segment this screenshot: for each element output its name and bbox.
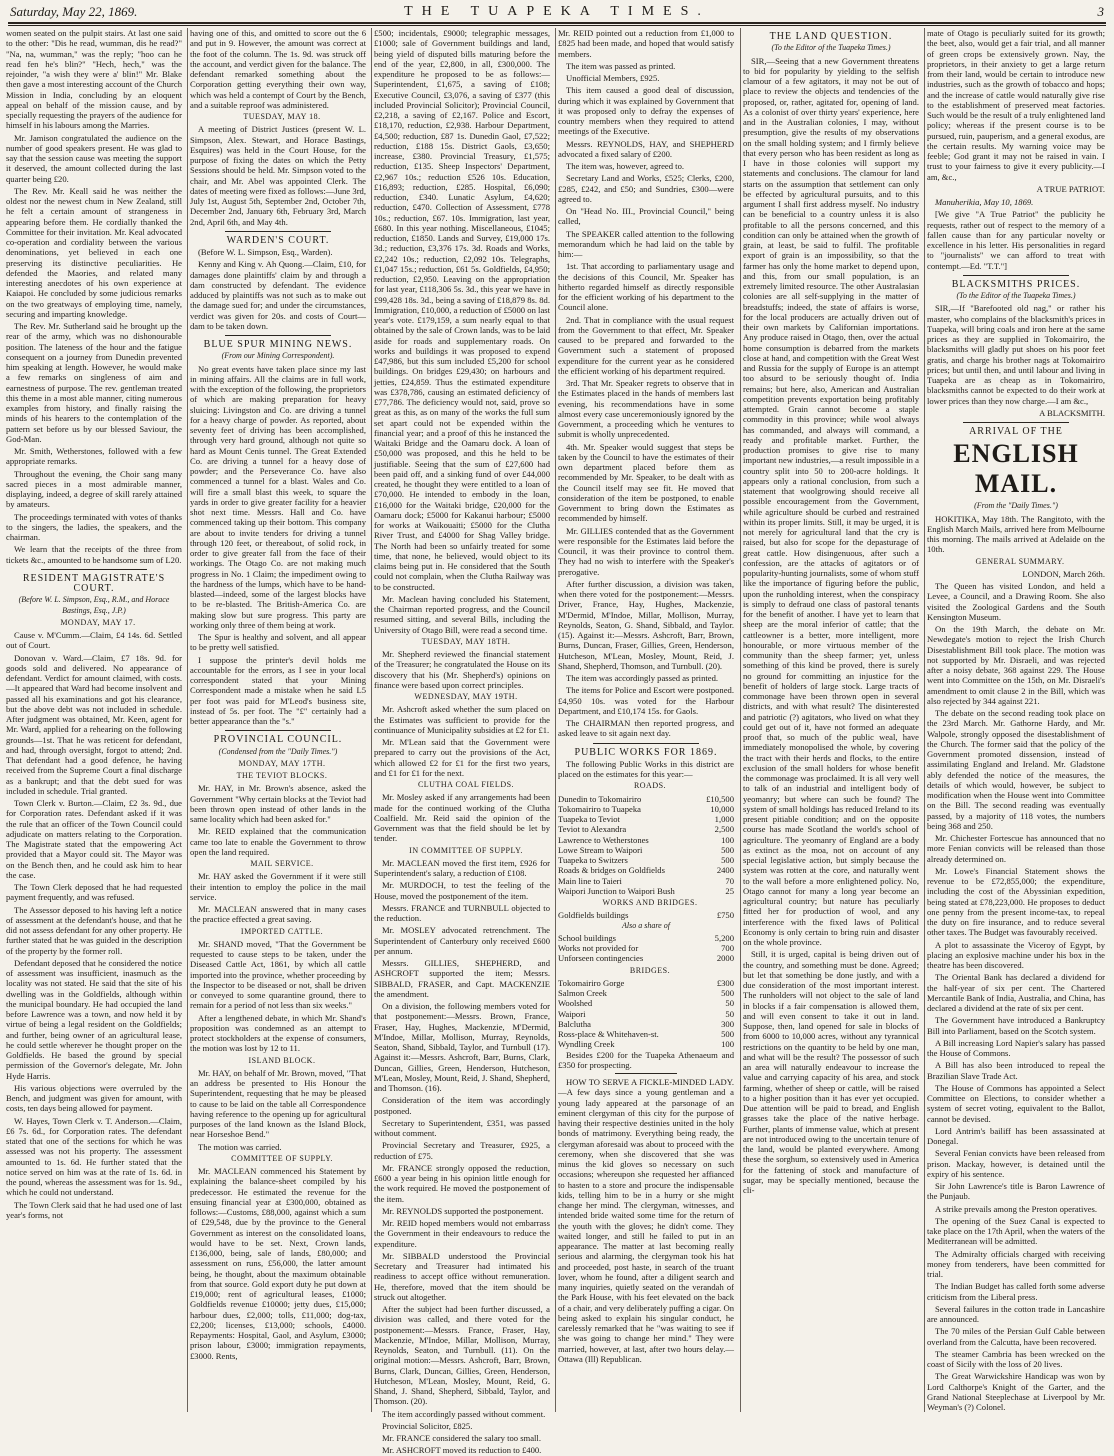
article-paragraph: Mr. MACLEAN moved the first item, £926 for Superintendent's salary, a reduction of £108. bbox=[374, 857, 550, 878]
article-paragraph: Sir John Lawrence's title is Baron Lawrence of the Punjaub. bbox=[927, 1181, 1105, 1202]
article-paragraph: Still, it is urged, capital is being driven out of the country, and something must be done. Agreed; but let that something be done justly, and with a due consideration of the most important interest. The runholders will not object to the sale of land in blocks if a fair compensation is allowed them, and will even consent to take it out in land. Suppose, then, land opened for sale in blocks of from 6000 to 10,000 acres, without any tyrannical restrictions on the quantity to be held by one man, and what will be the result? The possessor of such an area will naturally endeavour to increase the value and carrying capacity of his area, and stock farming, whether of sheep or cattle, will be raised to a higher position than it has ever yet occupied. Due attention will be paid to bread, and English grasses take the place of the native herbage. Further, plants of immense value, which at present are not introduced owing to the uncertain tenure of the land, would be planted everywhere. Among these the sorghum, so extensively used in America for the fattening of stock and manufacture of sugar, may be specially mentioned, because the cli- bbox=[743, 949, 919, 1195]
article-paragraph: A plot to assassinate the Viceroy of Egypt, by placing an explosive machine under his box in the theatre has been discovered. bbox=[927, 939, 1105, 970]
table-cell: 2,500 bbox=[714, 824, 734, 835]
article-paragraph: This item caused a good deal of discussion, during which it was explained by Government that it was proposed only to defray the expenses of country members when they required to attend meetings of the Executive. bbox=[558, 85, 734, 137]
editor-note: [We give "A True Patriot" the publicity he requests, rather out of respect to the memory of a fallen cause than for any particular novelty or excellence in his letter. His personalities in regard to "journalists" we can afford to treat with contempt.—Ed. "T.T."] bbox=[927, 209, 1105, 271]
table-cell: Roads & bridges on Goldfields bbox=[558, 865, 665, 876]
article-paragraph: The item accordingly passed without comment. bbox=[382, 1408, 546, 1419]
table-cell: 2400 bbox=[716, 865, 734, 876]
table-row bbox=[558, 794, 734, 804]
article-paragraph: Mr. Jamison congratulated the audience on the number of good speakers present. He was glad to say that the session cause was meeting the support it deserved, the amount collected during the last quarter being £20. bbox=[6, 132, 182, 184]
column-3 bbox=[374, 28, 550, 1456]
column-4 bbox=[558, 28, 734, 1412]
article-paragraph: Mr. REYNOLDS supported the postponement. bbox=[382, 1205, 544, 1216]
newspaper-title: THE TUAPEKA TIMES. bbox=[404, 4, 710, 19]
share-table bbox=[558, 933, 734, 964]
article-paragraph: Mr. SHAND moved, "That the Government be requested to cause steps to be taken, under the Diseased Cattle Act, 1861, by which all cattle imported into the province, whether proceeding by the Inspector to be diseased or not, shall be driven or conveyed to some quarantine ground, there to remain for a period of not less than six weeks." bbox=[190, 938, 366, 1011]
article-paragraph: The House of Commons has appointed a Select Committee on Elections, to consider whether a system of secret voting, equivalent to the Ballot, cannot be devised. bbox=[927, 1082, 1105, 1124]
table-cell: 2000 bbox=[716, 953, 734, 964]
table-cell: 500 bbox=[721, 988, 734, 998]
article-paragraph: The Indian Budget has called forth some adverse criticism from the Liberal press. bbox=[927, 1281, 1105, 1302]
article-paragraph: The Rev. Mr. Keall said he was neither the oldest nor the newest chum in New Zealand, still he felt a certain amount of strangeness in appearing before them. He cordially thanked the Committee for their invitation. Mr. Keal advocated co-operation and cordiality between the various denominations, yet believed in each one preserving its distinctive peculiarities. He defended the Maories, and related many interesting anecdotes of his own experience at Kaiapoi. He concluded by some judicious remarks on the two greatways of employing time, namely, securing and imparting knowledge. bbox=[6, 185, 182, 319]
article-paragraph: A meeting of District Justices (present W. L. Simpson, Alex. Stewart, and Horace Bastings, Esquires) was held in the Court House, for the purpose of fixing the dates on which the Petty Sessions should be held. Mr. Simpson voted to the chair, and Mr. Abel was appointed Clerk. The dates of meeting were fixed as follows:—June 3rd, July 1st, August 5th, September 2nd, October 7th, December 2nd, January 6th, February 3rd, March 2nd, April 6th, and May 4th. bbox=[190, 124, 366, 227]
article-paragraph: The item was passed as printed. bbox=[566, 60, 676, 71]
article-paragraph: After the subject had been further discussed, a division was called, and there voted for the postponement:—Messrs. France, Fraser, Hay, Mackenzie, M'Indoe, Millar, Mollison, Murray, Reynolds, Seaton, and Turnbull. (11). On the original motion:—Messrs. Ashcroft, Barr, Brown, Burns, Clark, Duncan, Gillies, Green, Henderson, Hutcheson, M'Lean, Mosley, Mount, Reid, G. Shand, J. Shand, Shepherd, Sibbald, Taylor, and Thomson. (20). bbox=[374, 1304, 550, 1407]
article-paragraph: Mr. Lowe's Financial Statement shows the revenue to be £72,855,000; the expenditure, including the cost of the Abyssinian expedition, being stated at £78,223,000. He proposes to deduct one penny from the present income-tax, to repeal the duty on fire insurance, and to reduce several other taxes. The Budget was favourably received. bbox=[927, 865, 1105, 938]
table-cell: 50 bbox=[725, 998, 734, 1009]
article-paragraph: The Rev. Mr. Sutherland said he brought up the rear of the army, which was no dishonourable position. The lateness of the hour and the fatigue consequent on a journey from Dunedin prevented him speaking at length. However, he would make a few remarks on singleness of aim and earnestness of purpose. The rev. gentleman treated this theme in a most able manner, citing numerous examples from history, and finally raising the minds of his hearers to the contemplation of the pattern set before us by our blessed Saviour, the God-Man. bbox=[6, 321, 182, 444]
article-paragraph: A Bill has also been introduced to repeal the Brazilian Slave Trade Act. bbox=[927, 1060, 1105, 1081]
table-cell: Tokomairiro to Tuapeka bbox=[558, 803, 641, 814]
article-paragraph: Messrs. FRANCE and TURNBULL objected to the reduction. bbox=[374, 902, 550, 923]
article-paragraph: Town Clerk v. Burton.—Claim, £2 3s. 9d., due for Corporation rates. Defendant asked if it was the rule that an officer of the Town Council could adjudicate on matters relating to the Corporation. The Magistrate stated that the empowering Act provided that a Mayor could sit. The Mayor was on the Bench then, and he could ask him to hear the case. bbox=[6, 798, 182, 880]
article-paragraph: The Oriental Bank has declared a dividend for the half-year of six per cent. The Chartered Mercantile Bank of India, Australia, and China, has declared a dividend at the rate of six per cent. bbox=[927, 972, 1105, 1013]
article-paragraph: Unofficial Members, £925. bbox=[566, 73, 660, 83]
table-row bbox=[558, 886, 734, 896]
article-paragraph: The Government have introduced a Bankruptcy Bill into Parliament, based on the Scotch system. bbox=[927, 1015, 1105, 1036]
article-paragraph: 2nd. That in compliance with the usual request from the Government to that effect, Mr. Speaker caused to be prepared and forwarded to the Government such a statement of proposed expenditure for the current year as he considered the efficient working of his department required. bbox=[558, 314, 734, 376]
article-paragraph: Mr. MOSLEY advocated retrenchment. The Superintendent of Canterbury only received £600 per annum. bbox=[374, 925, 550, 956]
article-paragraph: Mr. FRANCE considered the salary too small. bbox=[382, 1433, 541, 1443]
article-paragraph: Mr. HAY asked the Government if it were still their intention to employ the police in the mail service. bbox=[190, 871, 366, 902]
table-cell: 50 bbox=[725, 1008, 734, 1019]
table-cell: 10,000 bbox=[710, 803, 734, 814]
section-subheading: (To the Editor of the Tuapeka Times.) bbox=[771, 43, 891, 53]
article-paragraph: The item was accordingly passed as printed. bbox=[566, 673, 719, 683]
table-cell: Goldfields buildings bbox=[558, 910, 629, 921]
table-row bbox=[558, 804, 734, 814]
article-paragraph: mate of Otago is peculiarly suited for its growth; the beet, also, would get a fair trial, and all manner of green crops be extensively grown. Nay, the proprietors, in their anxiety to get a large return from their land, would be certain to introduce new industries, such as the growth of tobacco and hops; and the increase of cattle would naturally give rise to the establishment of preserved meat factories. Such would be the result of a truly enlightened land policy; whereas if the present course is to be pursued, ruin, pauperism, and a general exodus, are the certain results. My warning voice may be feeble; God grant it may not be raised in vain. I trust to your fairness to give it every publicity.—I am, &c., bbox=[927, 28, 1105, 182]
table-cell: 1,000 bbox=[714, 814, 734, 824]
table-cell: Lowe Stream to Waipori bbox=[558, 844, 643, 855]
table-row bbox=[558, 814, 734, 824]
article-paragraph: The items for Police and Escort were postponed. £4,950 10s. was voted for the Harbour Department, and £10,174 15s. for Gaols. bbox=[558, 685, 734, 716]
article-paragraph: After further discussion, a division was taken, when there voted for the postponement:—Messrs. Driver, France, Hay, Hughes, Mackenzie, M'Dermid, M'Indoe, Millar, Mollison, Murray, Reynolds, Seaton, G. Shand, Sibbald, and Taylor. (15). Against it:—Messrs. Ashcroft, Barr, Brown, Burns, Duncan, Fraser, Gillies, Green, Henderson, Hutcheson, M'Lean, Mosley, Mount, Reid, J. Shand, Shepherd, Thomson, and Turnbull. (20). bbox=[558, 578, 734, 671]
subsection-heading: WORKS AND BRIDGES. bbox=[602, 898, 698, 907]
article-paragraph: The opening of the Suez Canal is expected to take place on the 17th April, when the waters of the Mediterranean will be admitted. bbox=[927, 1215, 1105, 1247]
article-paragraph: Mr. MACLEAN commenced his Statement by explaining the balance-sheet compiled by his predecessor. He estimated the revenue for the ensuing financial year at £300,000, obtained as follows:—Customs, £88,000, against which a sum of £29,548, due by the province to the General Government as interest on the consolidated loans, would have to be set. Next, Crown lands, £136,000, being, sale of lands, £80,000; and assessment on runs, £56,000, the latter amount being, he thought, about the maximum obtainable from that source. Gold export duty he put down at £19,000; rent of agricultural leases, £1000; Goldfields revenue £10000; jetty dues, £15,000; harbour dues, £2,000; tolls, £11,000; dog-tax, £2,200; licenses, £13,000; schools, £4000. Repayments: Hospital, Gaol, and Asylum, £3000; prison labour, £3000; immigration repayments, £3000. Rents, bbox=[190, 1166, 366, 1361]
table-row bbox=[558, 1009, 734, 1019]
section-heading: BLACKSMITHS PRICES. bbox=[951, 278, 1081, 290]
letter-signature: A BLACKSMITH. bbox=[1039, 407, 1105, 418]
table-cell: 70 bbox=[725, 875, 734, 886]
article-paragraph: The item was, however, agreed to. bbox=[566, 161, 685, 171]
article-paragraph: Mr. GILLIES contended that as the Government were responsible for the Estimates laid before the Council, it was their province to control them. They had no wish to interfere with the Speaker's prerogative. bbox=[558, 525, 734, 577]
article-paragraph: A Bill increasing Lord Napier's salary has passed the House of Commons. bbox=[927, 1037, 1105, 1058]
article-paragraph: Defendant deposed that he considered the notice of assessment was insufficient, inasmuch as the locality was not stated. He said that the site of his dwelling was in the Goldfields, although within the municipal boundary. He had occupied the land before Lawrence was a town, and now held it by virtue of being a legal resident on the Goldfields; and further, being owner of an agricultural lease, he could settle wherever he thought proper on the Goldfields. He based the ground by special permission of the Governor's delegate, Mr. John Hyde Harris. bbox=[6, 957, 182, 1081]
table-cell: 500 bbox=[721, 855, 734, 865]
section-subheading: (Before W. L. Simpson, Esq., R.M., and Horace Bastings, Esq., J.P.) bbox=[18, 595, 170, 615]
subsection-heading: GENERAL SUMMARY. bbox=[975, 556, 1065, 566]
table-cell: 25 bbox=[725, 885, 734, 896]
section-heading: WARDEN'S COURT. bbox=[226, 234, 330, 246]
article-paragraph: The Spur is healthy and solvent, and all appear to be pretty well satisfied. bbox=[190, 632, 366, 653]
roads-table bbox=[558, 794, 734, 897]
article-paragraph: Mr. Chichester Fortescue has announced that no more Fenian convicts will be released than those already determined on. bbox=[927, 833, 1105, 864]
page-number: 3 bbox=[1097, 4, 1104, 19]
article-paragraph: Mr. Shepherd reviewed the financial statement of the Treasurer; he congratulated the House on its discovery that his (Mr. Shepherd's) opinions on finance were based upon correct principles. bbox=[374, 649, 550, 690]
article-paragraph: £500; incidentals, £9000; telegraphic messages, £1000; sale of Government buildings and land, being yield of disputed bills maturing before the end of the year, £2,800, in all, £300,000. The expenditure he proposed to be as follows:—Superintendent, £1,675, a saving of £108; Executive Council, £3,076, a saving of £377 (this included Provincial Solicitor); Provincial Council, £2,218, a saving of £2,167. Police and Escort, £18,170, reduction, £2,938. Harbour Department, £4,500; reduction, £87 1s. Dunedin Gaol, £7,522; reduction, £188 15s. District Gaols, £3,650; increase, £380. Provincial Treasury, £1,575; reduction, £135. Sheep Inspectors' Department, £2,967 10s.; reduction £526 10s. Education, £16,893; reduction, £285. Hospital, £6,090; reduction, £340. Lunatic Asylum, £4,620; reduction, £470. Collection of Assessment, £778 10s.; reduction, £67. 10s. Immigration, last year, £680. In this year nothing. Miscellaneous, £1045; reduction, £1850. Lands and Survey, £19,000 17s. 3d.; reduction, £3,376 17s. 3d. Roads and Works, £2,242 10s.; reduction, £2,092 10s. Telegraphs, £1,047 15s.; reduction, £61 5s. Goldfields, £4,950; reduction, £2,950. Leaving on the appropriation for last year, £118,306 5s. 3d., this year we have in £99,428 18s. 3d., being a saving of £18,879 8s. 8d. Immigration, £10,000, a reduction of £5000 on last year's vote. £179,159, a sum nearly equal to that obtained by the sale of Crown lands, was to be laid aside for roads and supplementary roads. On works and buildings it was proposed to expend £47,986, but this sum included £5,200 for school buildings. On bridges £29,430; on harbours and jetties, £24,859. Thus the estimated expenditure was £378,786, causing an estimated deficiency of £77,786. The deficiency would not, said, prove so great as this, as on many of the works the full sum set apart could not be expended within the financial year; and a proof of this he instanced the Waitaki Bridge and the Oamaru dock. A loan of £50,000 was proposed, and this he held to be justifiable. Seeing that the sum of £27,600 had been paid off, and a sinking fund of over £44,000 created, he thought they were entitled to a loan of £70,000. He intended to embody in the loan, £16,000 for the Waitaki bridge, £20,000 for the Oamaru dock; £5000 for Kakanui harbour; £5000 for works at Waikouaiti; £5000 for the Clutha River Trust, and £4000 for Shag Valley bridge. The North had been so unfairly treated for some time, that none, he believed, would object to its claims being put in. He considered that the South could not complain, when the Clutha Railway was to be constructed. bbox=[374, 28, 550, 592]
subsection-heading: BRIDGES. bbox=[629, 965, 671, 975]
article-paragraph: having one of this, and omitted to score out the 6 and put in 9. However, the amount was correct at the foot of the column. The 1s. 9d. was struck off the account, and verdict given for the balance. The defendant remarked something about the Corporation getting everything their own way, which was held a contempt of Court by the Bench, and a suitable reproof was administered. bbox=[190, 28, 366, 110]
table-cell: Waipori Junction to Waipori Bush bbox=[558, 885, 675, 896]
table-cell: 100 bbox=[721, 1039, 734, 1050]
article-paragraph: Lord Antrim's bailiff has been assassinated at Donegal. bbox=[927, 1125, 1105, 1146]
works-table bbox=[558, 910, 734, 920]
table-row bbox=[558, 824, 734, 834]
table-row bbox=[558, 1029, 734, 1039]
article-paragraph: Donovan v. Ward.—Claim, £7 18s. 9d. for goods sold and delivered. No appearance of defendant. Verdict for amount claimed, with costs.—It appeared that Ward had become insolvent and passed all his examinations and got his clearance, but the above debt was not included in schedule. After judgment was obtained, Mr. Keen, agent for Mr. Ward, applied for a rehearing on the following grounds—1st. That he was reticent for defendant, and had, through oversight, forgot to attend; 2nd. That defendant had a good defence, he having received from the Supreme Court a final discharge as a bankrupt; and that the debt sued for was included in schedule. Trial granted. bbox=[6, 652, 182, 796]
article-paragraph: SIR,—Seeing that a new Government threatens to bid for popularity by yielding to the selfish clamour of a few agitators, it may not be out of place to review the objects and tendencies of the proposed, or, rather, agitated for, opening of land. As a colonist of over thirty years' experience, here and in the Australian colonies, I may, without presumption, give the results of my observations on the small holding system; and I firmly believe that every person who has been resident as long as I have in those colonies will support my statements and conclusions. The clamour for land starts on the assumption that settlement can only be effected by agricultural pursuits, and to this argument I shall first address myself. No industry can be beneficial to a country unless it is also profitable to all the persons concerned, and this condition can only be attained when the growth of grain, at least, be said to fulfil. The profitable export of grain is an impossibility, so that the farmer has only the home market to depend upon, and this, from our small population, is an extremely limited resource. The other Australasian colonies are all self-supplying in the matter of breadstuffs; indeed, the state of affairs is worse, for the local producers are actually driven out of their own markets by Californian importations. Any produce raised in Otago, then, over the actual home consumption is debarred from the markets close at hand, and competition with the Great West and Russia for the supply of Europe is an attempt too absurd to be seriously thought of. India remains; but here, also, American and Australian competition prevents exportation being profitably attempted. Grain cannot become a staple commodity in this province; while wool always has commanded, and always will command, a ready and profitable market. Further, the production promises to give rise to many important new industries,—a result impossible in a country split into 50 to 200-acre holdings. It appears only a rational conclusion, from such a statement that woolgrowing should receive all possible encouragement from the Government, while agriculture should be curbed and restrained within its proper limits. Still, it may be urged, it is not merely for agricultural land that the cry is raised, but also for scope for the depasturage of great cattle. How disingenuous, after such a confession, are the attacks of agitators or of popularity-hunting journalists, some of whom stuff like the importance of figuring before the public, upon the runholding interest, when the conspiracy is simply to defraud one class of pastoral tenants for the benefit of another. I have yet to learn that sheep are the moral inferior of cattle; that the cattleowner is a better, more intelligent, more honourable, or more virtuous member of the community than the sheep farmer; yet, unless something of this kind be proved, there is surely no ground for committing an injustice for the benefit of holders of large stock. Large tracts of commonage have been thrown open in several districts, and with what result? The disinterested and patriotic (?) agitators, who lived on what they could get out of it, have not formed an adequate proof that, so much of the public weal, have immediately monopolised the whole, by covering the tract with their herds and flocks, to the entire exclusion of the small holders for whose benefit the commonage was proclaimed. It is all very well to talk of an industrial and intelligent body of yeomanry; but where can such be found? The system of small holdings has reduced Ireland to its present pitiable condition; and on the opposite course has made Scotland the world's school of agriculture. The yeomanry of England are a body as extinct as the moa, not on account of any special legislative action, but simply because the system was rotten at the core, and naturally went to the wall before a more enlightened policy. No, Otago cannot for many a long year become an agricultural country; but nature has peculiarly fitted her for production of wool, and any interference with the fixed laws of Political Economy is only certain to bring ruin and disaster on the whole province. bbox=[743, 55, 919, 947]
table-cell: Tuapeka to Teviot bbox=[558, 814, 620, 824]
masthead bbox=[10, 4, 1104, 22]
column-1 bbox=[6, 28, 182, 1412]
section-heading: THE LAND QUESTION. bbox=[769, 31, 893, 42]
table-row bbox=[558, 943, 734, 953]
table-cell: Salmon Creek bbox=[558, 988, 607, 998]
table-cell: 500 bbox=[721, 844, 734, 855]
article-paragraph: Mr. ASHCROFT moved its reduction to £400. bbox=[382, 1445, 542, 1456]
article-paragraph: 4th. Mr. Speaker would suggest that steps be taken by the Council to have the estimates of their own department placed before them as recommended by Mr. Speaker, to be dealt with as the Council itself may see fit. He moved that consideration of the item be postponed, to enable Government to bring down the Estimates as recommended by himself. bbox=[558, 441, 734, 524]
table-row bbox=[558, 953, 734, 963]
article-paragraph: Throughout the evening, the Choir sang many sacred pieces in a most admirable manner, displaying, indeed, a degree of skill rarely attained by amateurs. bbox=[6, 468, 182, 510]
article-paragraph: Several Fenian convicts have been released from prison. Mackay, however, is detained until the expiry of his sentence. bbox=[927, 1148, 1105, 1179]
table-row bbox=[558, 978, 734, 988]
section-heading: ARRIVAL OF THE bbox=[969, 426, 1063, 437]
section-heading: PROVINCIAL COUNCIL. bbox=[213, 734, 343, 746]
subsection-heading: IMPORTED CATTLE. bbox=[240, 926, 324, 936]
section-subheading: (Before W. L. Simpson, Esq., Warden). bbox=[198, 247, 333, 257]
letter-signature: A TRUE PATRIOT. bbox=[1036, 183, 1105, 194]
article-paragraph: 3rd. That Mr. Speaker regrets to observe that in the Estimates placed in the hands of members last evening, his recommendations have in some almost every case unceremoniously ignored by the Government, a proceeding which he ventures to submit is wholly unprecedented. bbox=[558, 378, 734, 440]
section-date: LONDON, March 26th. bbox=[1022, 568, 1105, 579]
section-rule bbox=[225, 730, 331, 731]
article-paragraph: A strike prevails among the Preston operatives. bbox=[935, 1203, 1098, 1214]
table-cell: £750 bbox=[716, 910, 734, 921]
table-cell: 300 bbox=[721, 1018, 734, 1029]
article-paragraph: Mr. MACLEAN answered that in many cases the practice effected a great saving. bbox=[190, 904, 366, 925]
article-paragraph: women seated on the pulpit stairs. At last one said to the other: "Dis he read, wumman, dis he read?" "Na, na, wumman," was the reply; "hoo can he read fen he's blin?" "Hech, hech," was the rejoinder, "a wish they were a' blin!" Mr. Blake then gave a most interesting account of the Church Mission in India, concluding by an eloquent appeal on behalf of the mission cause, and by specially requesting the prayers of the audience for himself in his labours among the Marries. bbox=[6, 28, 182, 131]
article-paragraph: Secretary to Superintendent, £351, was passed without comment. bbox=[374, 1117, 550, 1138]
article-paragraph: Mr. MURDOCH, to test the feeling of the House, moved the postponement of the item. bbox=[374, 880, 550, 901]
article-paragraph: The Queen has visited London, and held a Levee, a Council, and a Drawing Room. She also visited the Zoological Gardens and the South Kensington Museum. bbox=[927, 581, 1105, 622]
section-rule bbox=[225, 335, 331, 336]
section-rule bbox=[225, 231, 331, 232]
table-cell: Waipori bbox=[558, 1008, 586, 1019]
section-date: WEDNESDAY, MAY 19TH. bbox=[414, 692, 518, 701]
section-subheading: (From the "Daily Times.") bbox=[974, 501, 1058, 511]
article-paragraph: Besides £200 for the Tuapeka Athenaeum and £350 for prospecting. bbox=[558, 1049, 734, 1070]
article-paragraph: Mr. FRANCE strongly opposed the reduction, £600 a year being in his opinion little enough for the work required. He moved the postponement of the item. bbox=[374, 1162, 550, 1204]
table-row bbox=[558, 910, 734, 920]
subsection-heading: CLUTHA COAL FIELDS. bbox=[417, 780, 515, 789]
table-cell: Main line to Taieri bbox=[558, 875, 622, 886]
section-rule bbox=[963, 422, 1070, 423]
article-paragraph: The Town Clerk deposed that he had requested payment frequently, and was refused. bbox=[6, 882, 182, 903]
columns bbox=[6, 28, 1108, 1456]
section-date: MONDAY, MAY 17. bbox=[60, 617, 136, 627]
subsection-heading: ROADS. bbox=[633, 781, 667, 791]
article-paragraph: HOW TO SERVE A FICKLE-MINDED LADY.—A few days since a young gentleman and a young lady appeared at the parsonage of an eminent clergyman of this city for the purpose of having their respective destinies united in the holy bonds of matrimony. Everything being ready, the clergyman aforesaid was about to proceed with the ceremony, when she discovered that she was minus the kid gloves so necessary on such occasions; whereupon she requested her affianced to hasten to a store and procure the indispensable kids, telling him to be in a hurry or she might change her mind. The clergyman, witnesses, and intended bride waited some time for the return of the youth with the gloves; he didn't come. They waited longer, and still he failed to put in an appearance. The matter at last becoming really serious and alarming, the clergyman took his hat and proceeded, post haste, in search of the truant lover, whom he found, after a diligent search and many inquiries, quietly seated on the verandah of the Park House, with his feet elevated on the back of a chair, and very deliberately puffing a cigar. On being asked to explain his singular conduct, he carelessly remarked that he "was waiting to see if she was going to change her mind." They were married, however, at last, after two hours delay.—Ottawa (Ill) Republican. bbox=[558, 1077, 734, 1364]
article-paragraph: The 70 miles of the Persian Gulf Cable between overland from the Calcutta, have been recovered. bbox=[927, 1326, 1105, 1347]
article-paragraph: Mr. REID hoped members would not embarrass the Government in their endeavours to reduce the expenditure. bbox=[374, 1218, 550, 1249]
article-paragraph: Mr. HAY, on behalf of Mr. Brown, moved, "That an address be presented to His Honour the Superintendent, requesting that he may be pleased to cause to be laid on the table all Correspondence having reference to the opening up for agricultural purposes of the land known as the Island Block, near Horseshoe Bend." bbox=[190, 1067, 366, 1140]
article-paragraph: We learn that the receipts of the three from tickets &c., amounted to be handsome sum of L20. bbox=[6, 544, 182, 565]
table-cell: Works not provided for bbox=[558, 943, 639, 953]
table-cell: Tuapeka to Switzers bbox=[558, 855, 628, 865]
section-rule bbox=[963, 275, 1070, 276]
article-paragraph: Mr. Maclean having concluded his Statement, the Chairman reported progress, and the Council resumed sitting, and several Bills, including the University of Otago Bill, were read a second time. bbox=[374, 593, 550, 635]
article-paragraph: The motion was carried. bbox=[198, 1141, 282, 1152]
table-cell: 100 bbox=[721, 834, 734, 845]
table-row bbox=[558, 1039, 734, 1049]
article-paragraph: Provincial Solicitor, £825. bbox=[382, 1420, 473, 1431]
section-heading: BLUE SPUR MINING NEWS. bbox=[203, 339, 353, 350]
section-rule bbox=[593, 743, 699, 744]
table-cell: £10,500 bbox=[706, 793, 734, 804]
section-heading: PUBLIC WORKS FOR 1869. bbox=[574, 746, 718, 758]
table-cell: 700 bbox=[721, 943, 734, 953]
section-date: TUESDAY, MAY 18. bbox=[243, 112, 321, 121]
table-cell: Woolshed bbox=[558, 998, 593, 1009]
table-cell: Tokomairiro Gorge bbox=[558, 977, 625, 988]
article-paragraph: Messrs. REYNOLDS, HAY, and SHEPHERD advocated a fixed salary of £200. bbox=[558, 138, 734, 159]
table-cell: Ross-place & Whitehaven-st. bbox=[558, 1029, 659, 1039]
article-paragraph: Mr. REID explained that the communication came too late to enable the Government to throw open the land required. bbox=[190, 826, 366, 857]
table-row bbox=[558, 998, 734, 1008]
table-cell: £300 bbox=[716, 977, 734, 988]
table-cell: 5,200 bbox=[714, 932, 734, 943]
article-paragraph: On "Head No. III., Provincial Council," being called, bbox=[558, 206, 734, 227]
subsection-heading: COMMITTEE OF SUPPLY. bbox=[231, 1153, 333, 1163]
section-rule bbox=[41, 569, 147, 570]
article-paragraph: Mr. Mosley asked if any arrangements had been made for the continued working of the Clutha Coalfield. Mr. Reid said the opinion of the Government was that the field should be let by tender. bbox=[374, 792, 550, 844]
table-cell: 500 bbox=[721, 1029, 734, 1039]
subsection-heading: MAIL SERVICE. bbox=[250, 859, 314, 868]
section-rule bbox=[615, 1073, 677, 1074]
section-subheading: (From our Mining Correspondent). bbox=[221, 351, 335, 361]
table-row bbox=[558, 988, 734, 998]
article-paragraph: Provincial Secretary and Treasurer, £925, a reduction of £75. bbox=[374, 1140, 550, 1161]
column-2 bbox=[190, 28, 366, 1412]
article-paragraph: Mr. Ashcroft asked whether the sum placed on the Estimates was sufficient to provide for the continuance of Municipality subsidies at £2 for £1. bbox=[374, 704, 550, 735]
article-paragraph: After a lengthened debate, in which Mr. Shand's proposition was condemned as an attempt to protect stockholders at the expense of consumers, the motion was lost by 12 to 11. bbox=[190, 1012, 366, 1054]
article-paragraph: The CHAIRMAN then reported progress, and asked leave to sit again next day. bbox=[558, 718, 734, 739]
table-cell: Unforseen contingencies bbox=[558, 953, 644, 964]
table-cell: Balclutha bbox=[558, 1018, 591, 1029]
section-date: TUESDAY, MAY 18TH. bbox=[421, 636, 511, 646]
article-paragraph: The proceedings terminated with votes of thanks to the singers, the ladies, the speakers, and the chairman. bbox=[6, 511, 182, 542]
article-paragraph: On the 19th March, the debate on Mr. Newdegate's motion to reject the Irish Church Disestablishment Bill took place. The motion was not supported by Mr. Disraeli, and was rejected after a noisy debate, 368 against 229. The House went into Committee on the 15th, on Mr. Disraeli's amendment to omit clause 2 in the Bill, which was also rejected by 344 against 221. bbox=[927, 624, 1105, 706]
bridges-table bbox=[558, 978, 734, 1050]
article-paragraph: On a division, the following members voted for that postponement:—Messrs. Brown, France, Fraser, Hay, Hughes, Mackenzie, M'Dermid, M'Indoe, Millar, Mollison, Murray, Reynolds, Seaton, Shand, Sibbald, Taylor, and Turnbull (17). Against it:—Messrs. Ashcroft, Barr, Burns, Clark, Duncan, Gillies, Green, Henderson, Hutcheson, M'Lean, Mosley, Mount, Reid, J. Shand, Shepherd, and Thomson. (16). bbox=[374, 1001, 550, 1093]
article-paragraph: Mr. Smith, Wetherstones, followed with a few appropriate remarks. bbox=[6, 446, 182, 467]
table-row bbox=[558, 845, 734, 855]
column-5 bbox=[743, 28, 919, 1412]
article-paragraph: Mr. SIBBALD understood the Provincial Secretary and Treasurer had intimated his readiness to accept office without remuneration. He, therefore, moved that the item should be struck out altogether. bbox=[374, 1250, 550, 1302]
article-paragraph: Cause v. M'Cumm.—Claim, £4 14s. 6d. Settled out of Court. bbox=[6, 630, 182, 651]
section-subheading: (To the Editor of the Tuapeka Times.) bbox=[956, 291, 1076, 300]
table-row bbox=[558, 855, 734, 865]
masthead-rule bbox=[8, 22, 1106, 24]
article-paragraph: Kenny and King v. Ah Quong.—Claim, £10, for damages done plaintiffs' claim by and through a dam constructed by defendant. The evidence adduced by plaintiffs was not such as to make out the damage sued for; and under the circumstances, verdict was given for 20s. and costs of Court—dam to be taken down. bbox=[190, 259, 366, 331]
table-cell: School buildings bbox=[558, 932, 617, 943]
article-paragraph: The SPEAKER called attention to the following memorandum which he had laid on the table by him:— bbox=[558, 228, 734, 259]
article-paragraph: HOKITIKA, May 18th. The Rangitoto, with the English March Mails, arrived here from Melbourne this morning. The mails arrived at Adelaide on the 10th. bbox=[927, 513, 1105, 555]
article-paragraph: Mr. REID pointed out a reduction from £1,000 to £825 had been made, and hoped that would satisfy members. bbox=[558, 28, 734, 59]
table-cell: Dunedin to Tokomairiro bbox=[558, 793, 642, 804]
table-cell: Wyndling Creek bbox=[558, 1039, 615, 1050]
issue-date: Saturday, May 22, 1869. bbox=[10, 4, 138, 19]
article-paragraph: Several failures in the cotton trade in Lancashire are announced. bbox=[927, 1303, 1105, 1324]
table-row bbox=[558, 865, 734, 875]
article-paragraph: Mr. HAY, in Mr. Brown's absence, asked the Government "Why certain blocks at the Teviot had been thrown open instead of other lands in the same locality which had been asked for." bbox=[190, 783, 366, 824]
article-paragraph: Secretary Land and Works, £525; Clerks, £200, £285, £242, and £50; and Sundries, £300—were agreed to. bbox=[558, 173, 734, 204]
letter-dateline: Manuherikia, May 10, 1869. bbox=[935, 197, 1034, 207]
table-row bbox=[558, 835, 734, 845]
article-paragraph: His various objections were overruled by the Bench, and judgment was given for amount, with costs, ten days being allowed for payment. bbox=[6, 1082, 182, 1114]
table-cell: Teviot to Alexandra bbox=[558, 824, 627, 835]
article-paragraph: I suppose the printer's devil holds me accountable for the errors, as I see in your local correspondent stated that your Mining Correspondent made a mistake when he said L5 per foot was paid for M'Leod's business site, instead of 5s. per foot. The "£" certainly had a better appearance than the "s." bbox=[190, 654, 366, 726]
section-heading: RESIDENT MAGISTRATE'S COURT. bbox=[22, 572, 166, 594]
article-paragraph: The following Public Works in this district are placed on the estimates for this year:— bbox=[558, 758, 734, 779]
masthead-rule-thin bbox=[8, 25, 1106, 26]
article-paragraph: The Admiralty officials charged with receiving money from tenderers, have been committed for trial. bbox=[927, 1248, 1105, 1279]
subsection-heading: THE TEVIOT BLOCKS. bbox=[236, 771, 328, 780]
article-paragraph: SIR,—If "Barefooted old nag," or rather his master, who complains of the blacksmith's prices in Tuapeka, will bring coals and iron here at the same prices as they are supplied in Tokomairiro, the blacksmiths will gladly put shoes on his poor feet gratis, and charge his brother nags at Tokomairiro prices; but until then, and until labour and living in Tuapeka are as cheap as in Tokomairiro, blacksmiths cannot be expected to do their work at lower prices than they now charge.—I am &c., bbox=[927, 303, 1105, 406]
article-paragraph: Messrs. GILLIES, SHEPHERD, and ASHCROFT supported the item; Messrs. SIBBALD, FRASER, and Capt. MACKENZIE the amendment. bbox=[374, 958, 550, 999]
english-mail-banner: ENGLISH MAIL. bbox=[953, 439, 1079, 499]
article-paragraph: The Great Warwickshire Handicap was won by Lord Calthorpe's Knight of the Garter, and the Grand National Steeplechase at Liverpool by Mr. Weyman's (?) Colonel. bbox=[927, 1371, 1105, 1412]
section-date: MONDAY, MAY 17TH. bbox=[238, 758, 326, 768]
article-paragraph: W. Hayes, Town Clerk v. T. Anderson.—Claim, £6 7s. 6d., for Corporation rates. The defendant stated that one of the sections for which he was assessed was not his property. The assessment amounted to 1s. 6d. He further stated that the notice served on him was at the rate of 1s. 6d. in the pound, whereas the assessment was for 1s. 9d., which he could not understand. bbox=[6, 1115, 182, 1198]
subsection-heading: Also a share of bbox=[622, 920, 670, 930]
column-6 bbox=[927, 28, 1105, 1412]
subsection-heading: IN COMMITTEE OF SUPPLY. bbox=[409, 845, 523, 855]
article-paragraph: The debate on the second reading took place on the 23rd March. Mr. Gathorne Hardy, and Mr. Walpole, strongly opposed the disestablishment of the Church. The former said that the policy of the Government promoted dissension, instead of assimilating England and Ireland. Mr. Gladstone ably defended the notice of the measures, the details of which would, however, be subject to modification when the House went into Committee on the Bill. The second reading was eventually passed, by a majority of 118 votes, the numbers being 368 and 250. bbox=[927, 708, 1105, 831]
table-row bbox=[558, 933, 734, 943]
article-paragraph: 1st. That according to parliamentary usage and the decisions of this Council, Mr. Speaker has hitherto regarded himself as directly responsible for the efficient working of his department to the Council alone. bbox=[558, 261, 734, 313]
article-paragraph: Mr. M'Lean said that the Government were prepared to carry out the provisions of the Act, which allowed £2 for £1 for the first two years, and £1 for £1 for the next. bbox=[374, 737, 550, 778]
article-paragraph: Consideration of the item was accordingly postponed. bbox=[374, 1095, 550, 1116]
section-subheading: (Condensed from the "Daily Times.") bbox=[218, 746, 338, 756]
article-paragraph: The Town Clerk said that he had used one of last year's forms, not bbox=[6, 1199, 182, 1220]
table-row bbox=[558, 1019, 734, 1029]
subsection-heading: ISLAND BLOCK. bbox=[248, 1055, 316, 1065]
article-paragraph: The Assessor deposed to his having left a notice of assessment at the defendant's house, and that he did not assess defendant for any other property. He further stated that he was guided in the description of the property by the former roll. bbox=[6, 904, 182, 956]
article-paragraph: The steamer Cambria has been wrecked on the coast of Sicily with the loss of 20 lives. bbox=[927, 1348, 1105, 1369]
article-paragraph: No great events have taken place since my last in mining affairs. All the claims are in full work, with the exception of the following, the proprietors of which are making preparation for heavy sluicing: Livingston and Co. are driving a tunnel for a heavy charge of powder. As reported, about seventy feet of driving has been accomplished, through very hard ground, although not quite so hard as Mount Cenis tunnel. The Great Extended Co. are driving a tunnel for a heavy dose of powder; and the Perseverance Co. have also commenced a tunnel for a blast. Wales and Co. will fire a small blast this week, to square the yards in order to give greater facility for a heavier shot next time. Messrs. Hall and Co. have commenced taking up their bottom. This company are about to invite tenders for driving a tunnel through 120 feet, or thereabout, of solid rock, in order to give greater fall from the face of their workings. The Otago Co. are not making much progress in No. 1 Claim; the impediment owing to the hardness of the lumps, which have to be hand-blasted—indeed, some of the largest blocks have to be re-blasted. The British-America Co. are making slow but sure progress. This party are working only three of them being at work. bbox=[190, 363, 366, 630]
table-cell: Lawrence to Wetherstones bbox=[558, 834, 649, 845]
table-row bbox=[558, 876, 734, 886]
